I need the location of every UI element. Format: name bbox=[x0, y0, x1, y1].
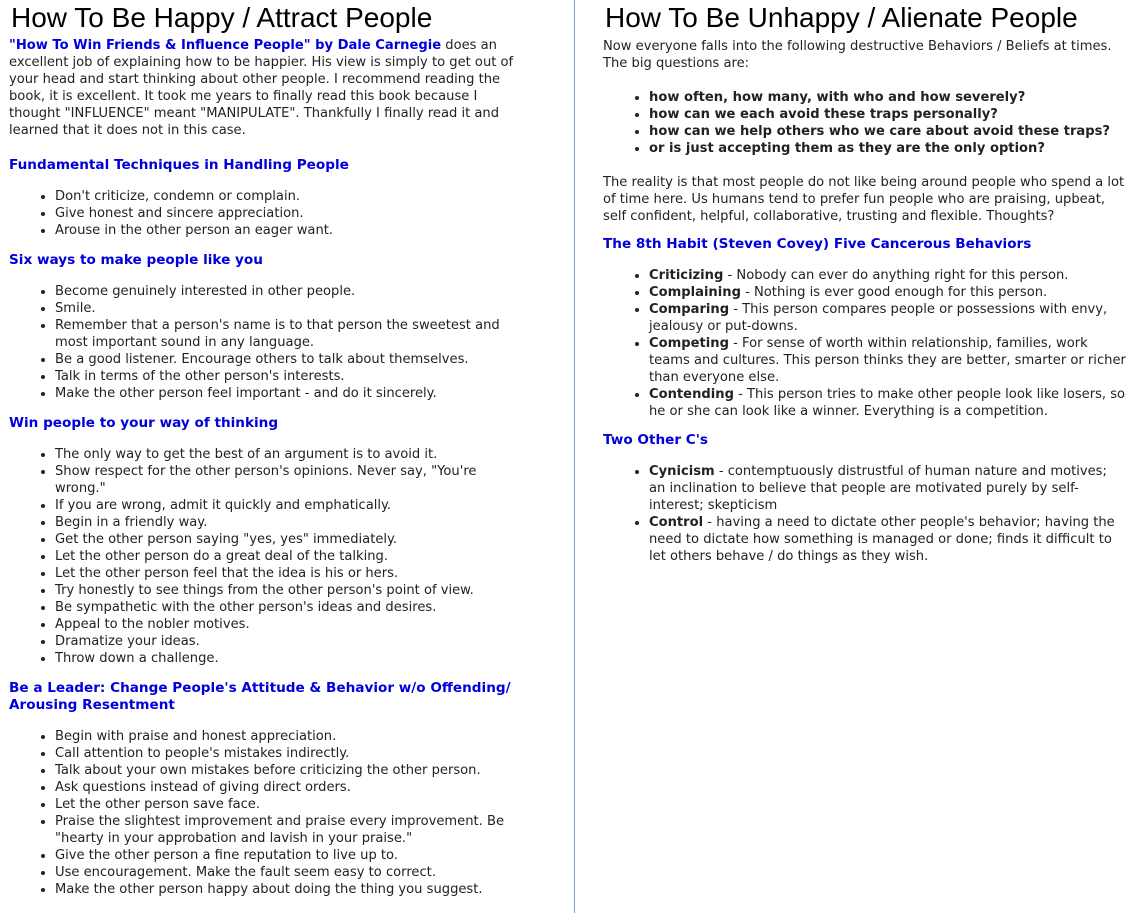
list-item bbox=[649, 463, 1119, 514]
right-column bbox=[575, 0, 1131, 913]
term: Cynicism bbox=[649, 464, 715, 479]
list-item bbox=[649, 386, 1131, 420]
list-item: • Praise the slightest improvement and praise every improvement. Be "hearty in your approbation and lavish in your praise." bbox=[55, 813, 525, 847]
list-item: • Call attention to people's mistakes indirectly. bbox=[55, 745, 525, 762]
list-item: • The only way to get the best of an argument is to avoid it. bbox=[55, 446, 515, 463]
list-item bbox=[649, 284, 1131, 301]
list-item: • Arouse in the other person an eager want. bbox=[55, 222, 575, 239]
list-item: • Try honestly to see things from the other person's point of view. bbox=[55, 582, 515, 599]
list-item: • Remember that a person's name is to that person the sweetest and most important sound in any language. bbox=[55, 317, 525, 351]
list-item: • Be sympathetic with the other person's ideas and desires. bbox=[55, 599, 515, 616]
section-heading-8th-habit: The 8th Habit (Steven Covey) Five Cancerous Behaviors bbox=[603, 236, 1032, 252]
list-item: • how often, how many, with who and how severely? bbox=[649, 89, 1131, 106]
term: Contending bbox=[649, 387, 734, 402]
intro-paragraph: Now everyone falls into the following destructive Behaviors / Beliefs at times. The big questions are: bbox=[603, 39, 1112, 71]
term: Complaining bbox=[649, 285, 741, 300]
section-heading-six-ways: Six ways to make people like you bbox=[9, 252, 263, 268]
list-item: • Smile. bbox=[55, 300, 525, 317]
reality-paragraph: The reality is that most people do not like being around people who spend a lot of time here. Us humans tend to prefer fun people who are praising, upbeat, self confident, helpful, collaborative, trusting and flexible. Thoughts? bbox=[603, 175, 1125, 224]
list-item bbox=[649, 267, 1131, 284]
left-title: How To Be Happy / Attract People bbox=[11, 2, 433, 33]
other-cs-list bbox=[603, 463, 1119, 565]
desc: - Nothing is ever good enough for this person. bbox=[740, 285, 1048, 300]
list-item: • Let the other person save face. bbox=[55, 796, 525, 813]
list-item: • Make the other person feel important - and do it sincerely. bbox=[55, 385, 525, 402]
list-item: • or is just accepting them as they are the only option? bbox=[649, 140, 1131, 157]
questions-list bbox=[603, 89, 1131, 157]
book-link[interactable]: "How To Win Friends & Influence People" by Dale Carnegie bbox=[9, 38, 442, 53]
term: Competing bbox=[649, 336, 729, 351]
list-item: • Talk in terms of the other person's interests. bbox=[55, 368, 525, 385]
term: Control bbox=[649, 515, 704, 530]
section-heading-two-other: Two Other C's bbox=[603, 432, 709, 448]
list-item: • Use encouragement. Make the fault seem easy to correct. bbox=[55, 864, 525, 881]
list-item: • Let the other person feel that the idea is his or hers. bbox=[55, 565, 515, 582]
intro-paragraph bbox=[9, 37, 529, 139]
list-item: • Be a good listener. Encourage others to talk about themselves. bbox=[55, 351, 525, 368]
win-people-list bbox=[9, 446, 515, 667]
right-title: How To Be Unhappy / Alienate People bbox=[605, 2, 1078, 33]
list-item: • Show respect for the other person's opinions. Never say, "You're wrong." bbox=[55, 463, 515, 497]
list-item bbox=[649, 514, 1119, 565]
list-item: • Let the other person do a great deal of the talking. bbox=[55, 548, 515, 565]
list-item: • Give honest and sincere appreciation. bbox=[55, 205, 575, 222]
term: Criticizing bbox=[649, 268, 724, 283]
list-item: • Give the other person a fine reputation to live up to. bbox=[55, 847, 525, 864]
term: Comparing bbox=[649, 302, 730, 317]
list-item: • Begin in a friendly way. bbox=[55, 514, 515, 531]
desc: - For sense of worth within relationship, families, work teams and cultures. This person thinks they are better, smarter or richer than everyone else. bbox=[649, 336, 1126, 385]
section-heading-fundamental: Fundamental Techniques in Handling People bbox=[9, 157, 349, 173]
list-item: • Become genuinely interested in other people. bbox=[55, 283, 525, 300]
list-item: • Begin with praise and honest appreciation. bbox=[55, 728, 525, 745]
list-item bbox=[649, 301, 1131, 335]
list-item: • how can we each avoid these traps personally? bbox=[649, 106, 1131, 123]
six-ways-list bbox=[9, 283, 525, 402]
list-item: • Throw down a challenge. bbox=[55, 650, 515, 667]
desc: - having a need to dictate other people's behavior; having the need to dictate how something is managed or done; finds it difficult to let others behave / do things as they wish. bbox=[649, 515, 1115, 564]
list-item: • Talk about your own mistakes before criticizing the other person. bbox=[55, 762, 525, 779]
intro-text: does an excellent job of explaining how to be happier. His view is simply to get out of your head and start thinking about other people. I recommend reading the book, it is excellent. It took me years to finally read this book because I thought "INFLUENCE" meant "MANIPULATE". Thankfully I finally read it and learned that it does not in this case. bbox=[9, 38, 514, 138]
section-heading-win-people: Win people to your way of thinking bbox=[9, 415, 279, 431]
list-item: • Make the other person happy about doing the thing you suggest. bbox=[55, 881, 525, 898]
section-heading-leader: Be a Leader: Change People's Attitude & Behavior w/o Offending/ Arousing Resentment bbox=[9, 680, 511, 713]
desc: - contemptuously distrustful of human nature and motives; an inclination to believe that people are motivated purely by self-interest; skepticism bbox=[649, 464, 1107, 513]
list-item: • Don't criticize, condemn or complain. bbox=[55, 188, 575, 205]
desc: - This person compares people or possessions with envy, jealousy or put-downs. bbox=[649, 302, 1108, 334]
list-item bbox=[649, 335, 1131, 386]
cancerous-behaviors-list bbox=[603, 267, 1131, 420]
leader-list bbox=[9, 728, 525, 898]
list-item: • how can we help others who we care about avoid these traps? bbox=[649, 123, 1131, 140]
fundamental-list bbox=[9, 188, 575, 239]
desc: - Nobody can ever do anything right for this person. bbox=[723, 268, 1069, 283]
list-item: • Ask questions instead of giving direct orders. bbox=[55, 779, 525, 796]
list-item: • Appeal to the nobler motives. bbox=[55, 616, 515, 633]
list-item: • Get the other person saying "yes, yes" immediately. bbox=[55, 531, 515, 548]
list-item: • If you are wrong, admit it quickly and emphatically. bbox=[55, 497, 515, 514]
desc: - This person tries to make other people look like losers, so he or she can look like a winner. Everything is a competition. bbox=[649, 387, 1126, 419]
list-item: • Dramatize your ideas. bbox=[55, 633, 515, 650]
